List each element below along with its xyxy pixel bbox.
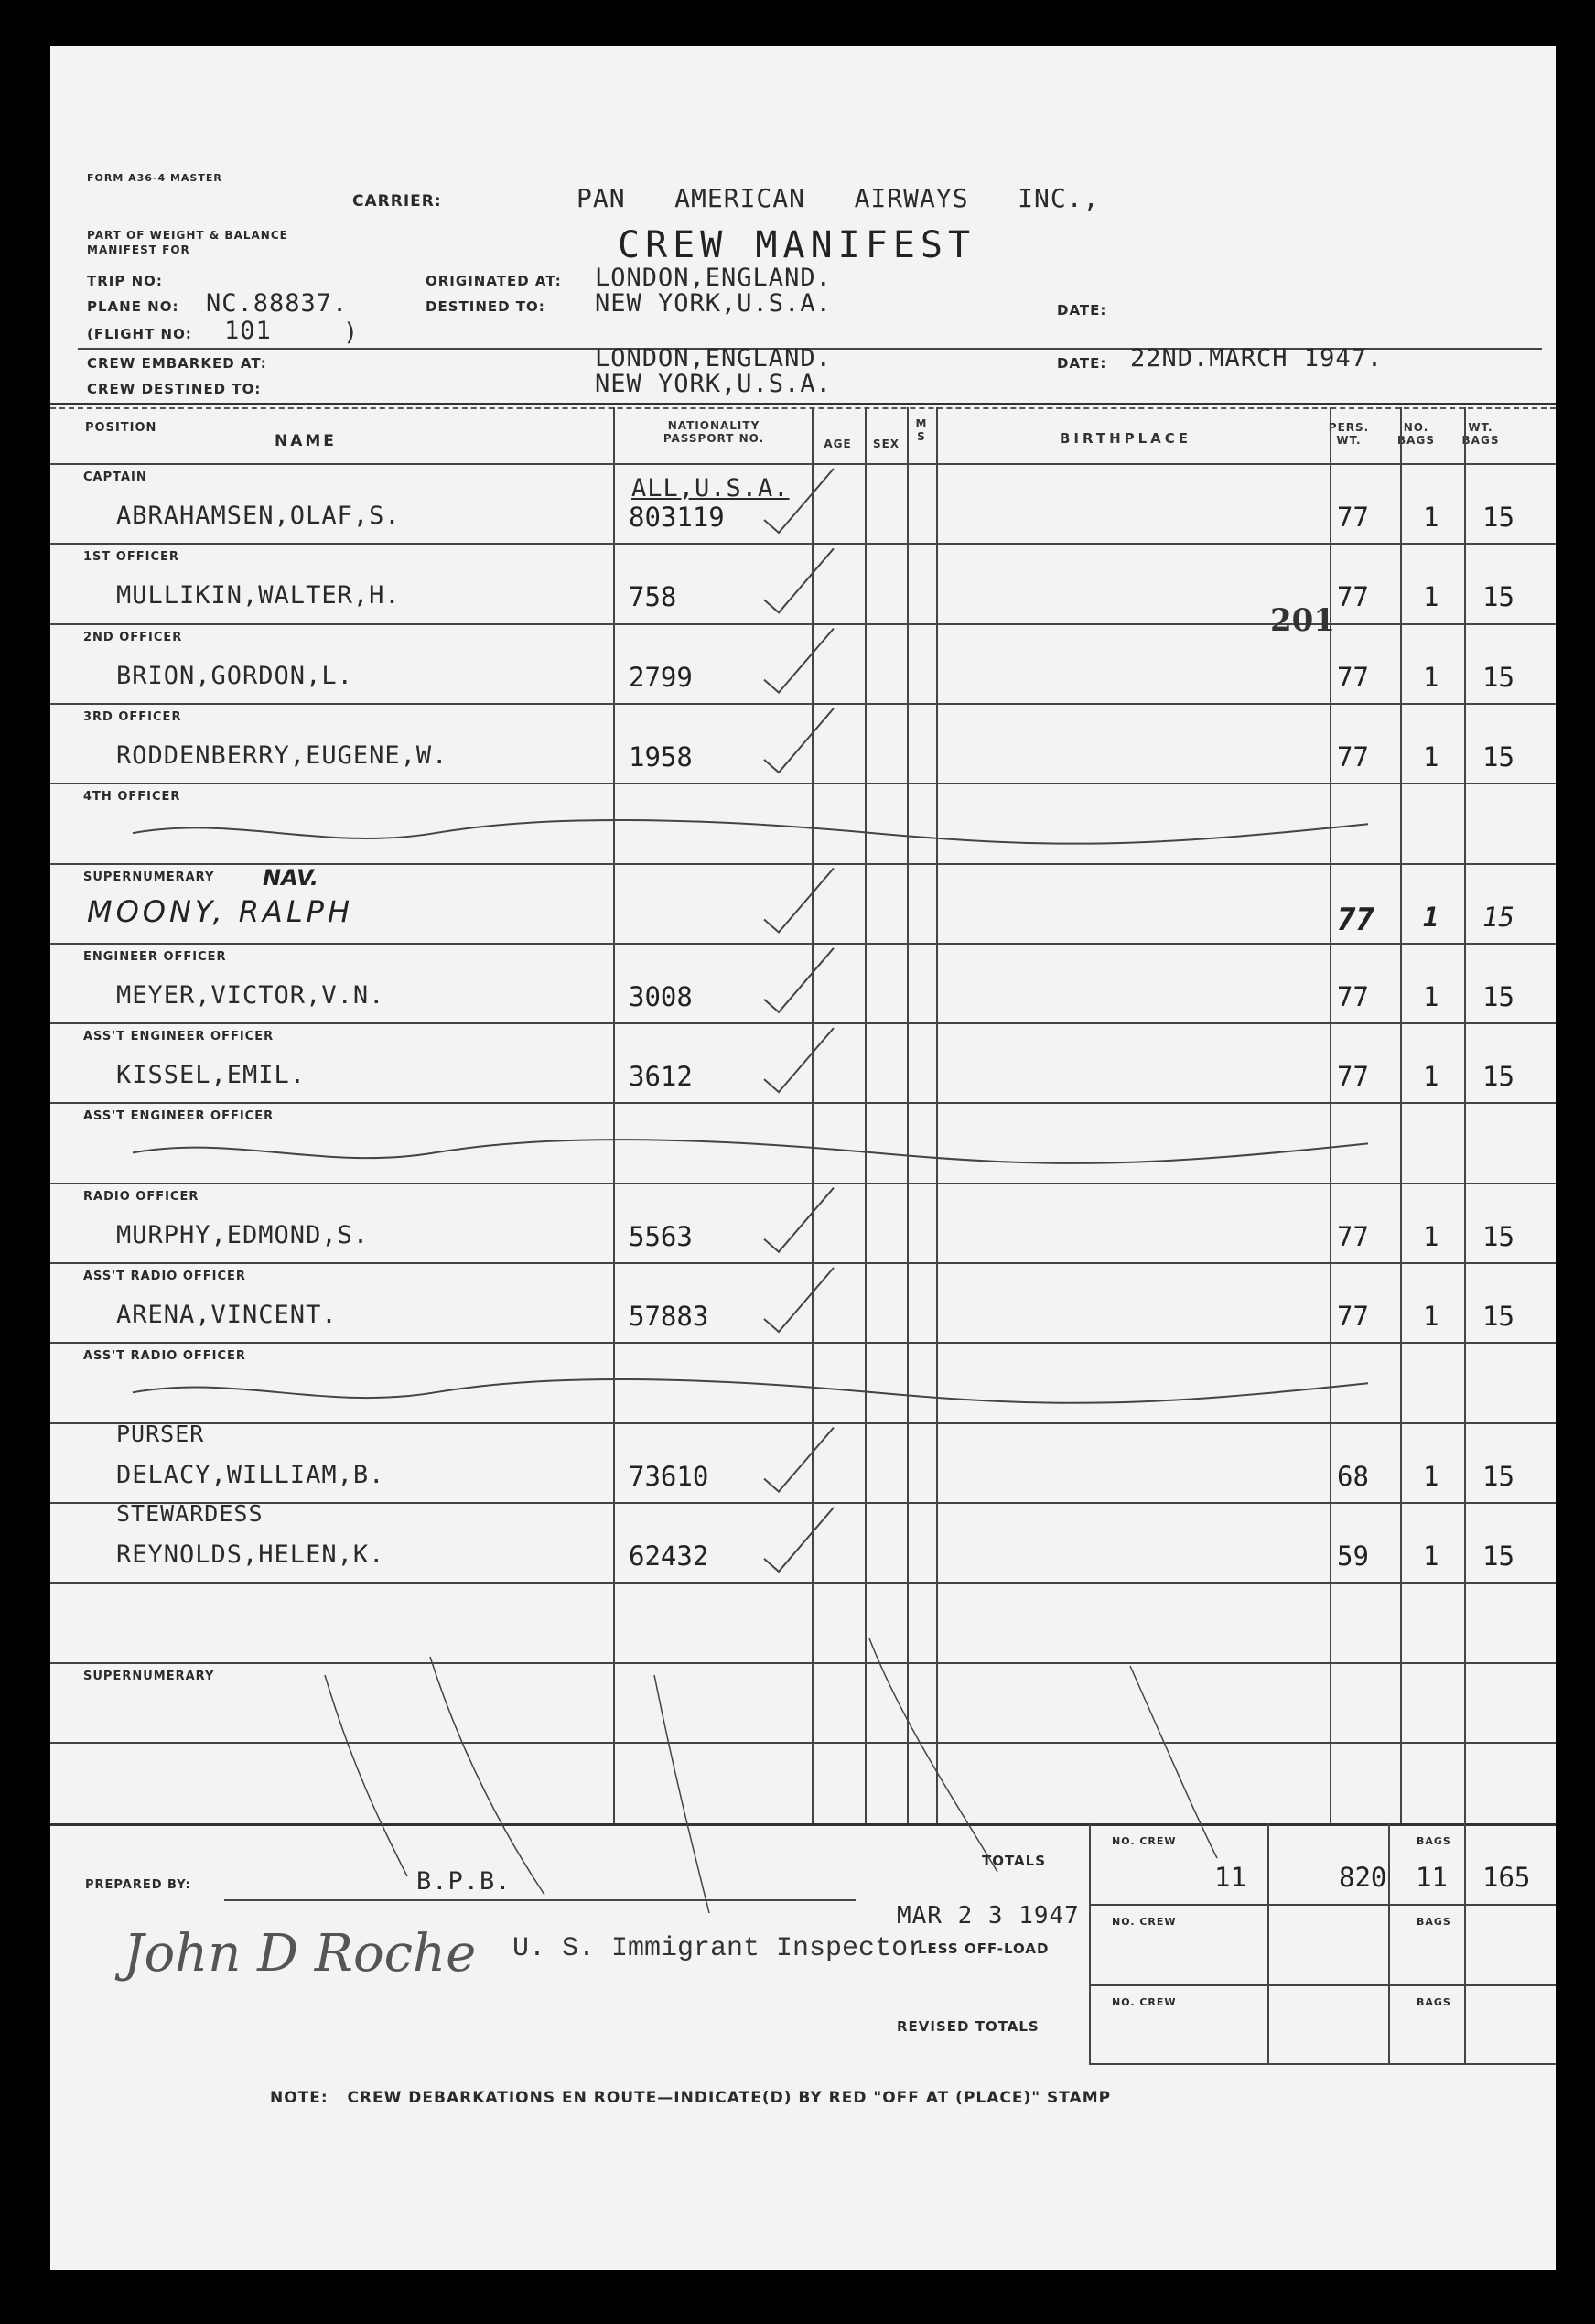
crew-embarked-value: LONDON,ENGLAND.: [595, 344, 832, 373]
col-pers-wt: PERS. WT.: [1328, 421, 1370, 447]
form-number: FORM A36-4 MASTER: [87, 172, 222, 184]
part-of-label: PART OF WEIGHT & BALANCE: [87, 229, 288, 242]
diagonal-stroke: [869, 1638, 997, 1872]
row-pers-wt: 77: [1337, 901, 1374, 938]
col-age: AGE: [824, 438, 852, 450]
row-wt-bags: 15: [1482, 901, 1514, 933]
row-passport: 73610: [629, 1460, 709, 1492]
prepared-label: PREPARED BY:: [85, 1878, 191, 1892]
originated-value: LONDON,ENGLAND.: [595, 264, 832, 292]
row-name: RODDENBERRY,EUGENE,W.: [116, 740, 448, 770]
signature: John D Roche: [124, 1924, 477, 1984]
check-mark: [764, 629, 834, 693]
nationality-all: ALL,U.S.A.: [631, 474, 790, 503]
row-name: DELACY,WILLIAM,B.: [116, 1460, 385, 1489]
totals-label: TOTALS: [982, 1853, 1047, 1869]
row-pers-wt: 77: [1337, 502, 1369, 533]
row-pers-wt: 77: [1337, 1301, 1369, 1332]
row-passport: 3008: [629, 980, 693, 1012]
row-position: 1ST OFFICER: [83, 550, 179, 565]
row-passport: 1958: [629, 740, 693, 773]
crew-embarked-label: CREW EMBARKED AT:: [87, 355, 267, 372]
col-position: POSITION: [85, 421, 157, 435]
row-no-bags: 1: [1423, 1301, 1439, 1332]
row-name: ARENA,VINCENT.: [116, 1301, 338, 1329]
row-position: ASS'T ENGINEER OFFICER: [83, 1109, 275, 1124]
row-pers-wt: 77: [1337, 1220, 1369, 1252]
prepared-value: B.P.B.: [416, 1867, 512, 1896]
row-position: ASS'T RADIO OFFICER: [83, 1270, 246, 1283]
row-wt-bags: 15: [1482, 740, 1514, 773]
row-position: 4TH OFFICER: [83, 790, 181, 805]
total-wt: 820: [1339, 1862, 1387, 1893]
destined-value: NEW YORK,U.S.A.: [595, 289, 832, 318]
row-no-bags: 1: [1423, 502, 1439, 533]
row-passport: 758: [629, 581, 677, 613]
col-ms: M S: [915, 417, 928, 443]
strike-squiggle: [133, 1140, 1368, 1163]
pen-marks: [50, 46, 1556, 2270]
strike-squiggle: [133, 820, 1368, 844]
row-wt-bags: 15: [1482, 1460, 1514, 1492]
plane-label: PLANE NO:: [87, 298, 179, 315]
check-mark: [764, 1028, 834, 1092]
carrier-label: CARRIER:: [352, 192, 442, 211]
row-pers-wt: 77: [1337, 740, 1369, 773]
strike-squiggle: [133, 1379, 1368, 1403]
row-name: MOONY, RALPH: [87, 893, 353, 929]
row-passport: 57883: [629, 1301, 709, 1332]
diagonal-stroke: [430, 1657, 544, 1895]
check-mark: [764, 708, 834, 773]
row-name: ABRAHAMSEN,OLAF,S.: [116, 502, 401, 530]
check-mark: [764, 1428, 834, 1492]
crew-destined-label: CREW DESTINED TO:: [87, 381, 262, 397]
row-wt-bags: 15: [1482, 980, 1514, 1012]
row-position: 2ND OFFICER: [83, 630, 183, 644]
row-no-bags: 1: [1423, 1540, 1439, 1572]
row-wt-bags: 15: [1482, 1301, 1514, 1332]
col-nationality: NATIONALITY PASSPORT NO.: [663, 419, 765, 445]
row-position: ASS'T RADIO OFFICER: [83, 1349, 246, 1364]
bags-3: BAGS: [1417, 1996, 1451, 2008]
crew-destined-value: NEW YORK,U.S.A.: [595, 370, 832, 398]
less-offload-label: LESS OFF-LOAD: [918, 1940, 1050, 1957]
row-position: SUPERNUMERARY: [83, 1669, 215, 1683]
revised-totals-label: REVISED TOTALS: [897, 2018, 1040, 2035]
plane-value: NC.88837.: [206, 289, 349, 318]
bags-2: BAGS: [1417, 1916, 1451, 1928]
check-mark: [764, 869, 834, 933]
carrier-value: PAN AMERICAN AIRWAYS INC.,: [577, 183, 1100, 213]
row-name: MURPHY,EDMOND,S.: [116, 1220, 370, 1249]
row-passport: 62432: [629, 1540, 709, 1572]
flight-value: 101: [224, 317, 272, 345]
row-pers-wt: 77: [1337, 980, 1369, 1012]
row-no-bags: 1: [1423, 740, 1439, 773]
row-position: SUPERNUMERARY: [83, 870, 215, 884]
total-crew: 11: [1214, 1862, 1246, 1893]
row-no-bags: 1: [1423, 901, 1439, 933]
originated-label: ORIGINATED AT:: [426, 273, 562, 289]
destined-label: DESTINED TO:: [426, 298, 545, 315]
trip-label: TRIP NO:: [87, 273, 163, 289]
row-wt-bags: 15: [1482, 581, 1514, 613]
col-name: NAME: [275, 432, 337, 450]
row-wt-bags: 15: [1482, 1220, 1514, 1252]
col-no-bags: NO. BAGS: [1397, 421, 1435, 447]
row-passport: 803119: [629, 502, 725, 533]
diagonal-stroke: [325, 1675, 407, 1876]
manifest-for-label: MANIFEST FOR: [87, 243, 190, 256]
row-no-bags: 1: [1423, 661, 1439, 693]
diagonal-stroke: [1130, 1666, 1217, 1858]
check-mark: [764, 1188, 834, 1252]
flight-label: (FLIGHT NO:: [87, 326, 192, 342]
flight-close: ): [343, 319, 360, 347]
no-crew-1: NO. CREW: [1112, 1835, 1177, 1847]
check-mark: [764, 948, 834, 1012]
row-position: ASS'T ENGINEER OFFICER: [83, 1030, 275, 1044]
row-wt-bags: 15: [1482, 1540, 1514, 1572]
row-no-bags: 1: [1423, 1220, 1439, 1252]
row-no-bags: 1: [1423, 1061, 1439, 1093]
row-no-bags: 1: [1423, 980, 1439, 1012]
row-position-note: NAV.: [263, 864, 318, 891]
date-label: DATE:: [1057, 302, 1107, 319]
page-title: CREW MANIFEST: [618, 224, 976, 266]
row-pers-wt: 68: [1337, 1460, 1369, 1492]
date-stamp: MAR 2 3 1947: [897, 1902, 1080, 1929]
col-wt-bags: WT. BAGS: [1461, 421, 1500, 447]
total-bags: 11: [1416, 1862, 1448, 1893]
check-mark: [764, 469, 834, 533]
total-wt-bags: 165: [1482, 1862, 1531, 1893]
row-pers-wt: 59: [1337, 1540, 1369, 1572]
date2-label: DATE:: [1057, 355, 1107, 372]
row-name: MULLIKIN,WALTER,H.: [116, 581, 401, 611]
inspector-stamp: U. S. Immigrant Inspector: [512, 1933, 925, 1964]
diagonal-stroke: [654, 1675, 709, 1913]
row-position: STEWARDESS: [116, 1499, 264, 1527]
no-crew-3: NO. CREW: [1112, 1996, 1177, 2008]
row-position: ENGINEER OFFICER: [83, 949, 227, 964]
check-mark: [764, 1508, 834, 1572]
row-passport: 5563: [629, 1220, 693, 1252]
row-passport: 3612: [629, 1061, 693, 1093]
check-mark: [764, 1268, 834, 1332]
row-passport: 2799: [629, 661, 693, 693]
row-name: BRION,GORDON,L.: [116, 661, 353, 690]
row-position: RADIO OFFICER: [83, 1189, 199, 1204]
stamp-201: 201: [1270, 602, 1335, 639]
row-pers-wt: 77: [1337, 661, 1369, 693]
row-pers-wt: 77: [1337, 581, 1369, 613]
row-name: MEYER,VICTOR,V.N.: [116, 980, 385, 1010]
row-pers-wt: 77: [1337, 1061, 1369, 1093]
row-position: PURSER: [116, 1420, 205, 1447]
no-crew-2: NO. CREW: [1112, 1916, 1177, 1928]
row-wt-bags: 15: [1482, 661, 1514, 693]
date2-value: 22ND.MARCH 1947.: [1130, 344, 1384, 373]
row-wt-bags: 15: [1482, 502, 1514, 533]
col-sex: SEX: [872, 438, 900, 450]
row-wt-bags: 15: [1482, 1061, 1514, 1093]
row-no-bags: 1: [1423, 1460, 1439, 1492]
row-name: KISSEL,EMIL.: [116, 1061, 307, 1090]
row-position: CAPTAIN: [83, 470, 147, 484]
row-name: REYNOLDS,HELEN,K.: [116, 1540, 385, 1569]
check-mark: [764, 548, 834, 612]
row-position: 3RD OFFICER: [83, 709, 182, 724]
row-no-bags: 1: [1423, 581, 1439, 613]
note: NOTE: CREW DEBARKATIONS EN ROUTE—INDICATE(D) BY RED "OFF AT (PLACE)" STAMP: [270, 2089, 1112, 2107]
col-birthplace: BIRTHPLACE: [1059, 430, 1192, 447]
manifest-page: [50, 46, 1556, 2270]
bags-1: BAGS: [1417, 1835, 1451, 1847]
